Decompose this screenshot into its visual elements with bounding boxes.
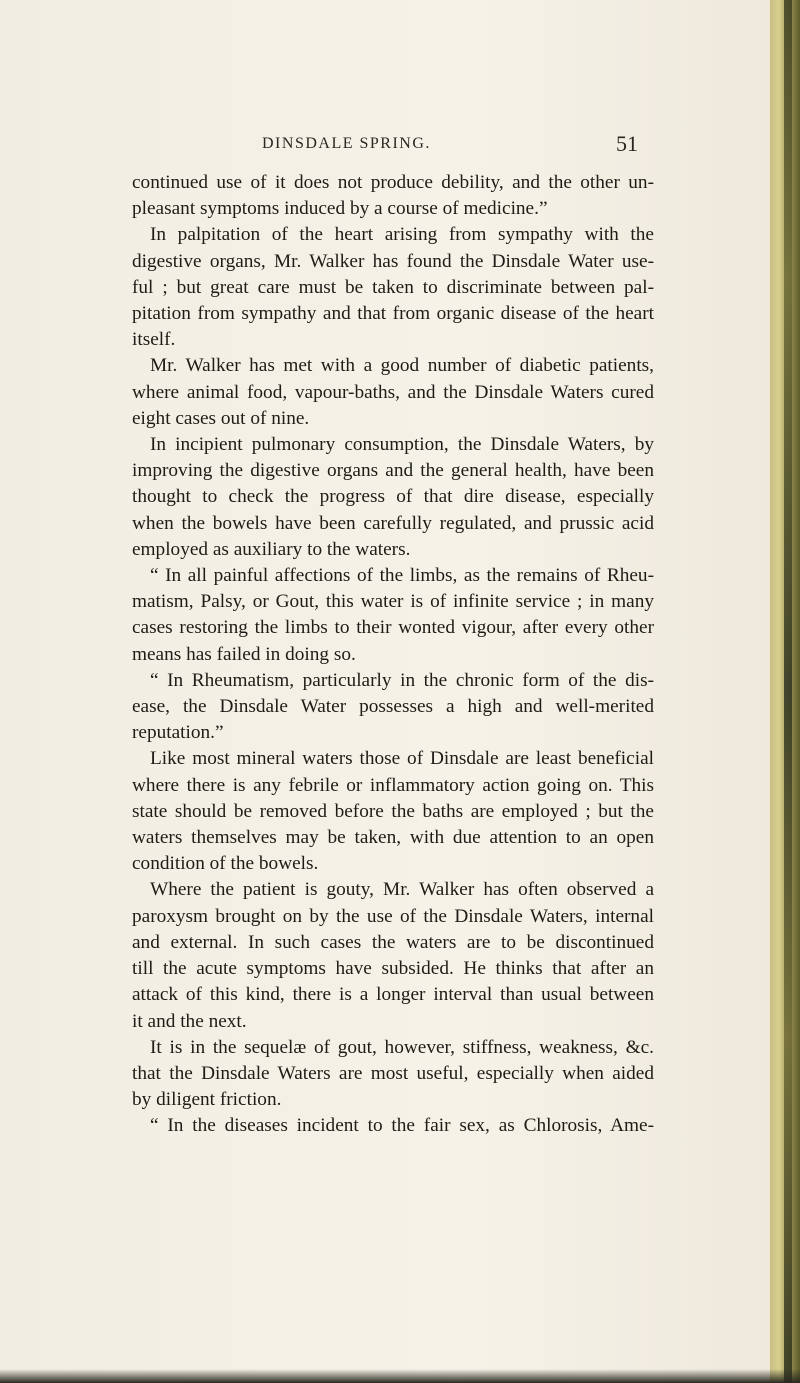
text-line: Like most mineral waters those of Dinsdale are least beneficial [150,748,654,770]
page-header [0,131,770,161]
text-line: where animal food, vapour-baths, and the Dinsdale Waters cured [132,381,654,403]
text-line: pleasant symptoms induced by a course of medicine.” [132,198,548,220]
text-line: In palpitation of the heart arising from sympathy with the [150,224,654,246]
page-number: 51 [616,131,638,156]
running-head: DINSDALE SPRING. [262,135,431,152]
text-line: “ In all painful affections of the limbs, as the remains of Rheu- [150,565,654,587]
text-line: ful ; but great care must be taken to discriminate between pal- [132,276,654,298]
text-line: thought to check the progress of that dire disease, especially [132,486,654,508]
text-line: till the acute symptoms have subsided. He thinks that after an [132,958,654,980]
text-line: digestive organs, Mr. Walker has found the Dinsdale Water use- [132,250,654,272]
text-line: state should be removed before the baths are employed ; but the [132,800,654,822]
text-line: ease, the Dinsdale Water possesses a high and well-merited [132,696,654,718]
text-line: eight cases out of nine. [132,407,310,429]
text-line: reputation.” [132,722,224,744]
body-text [132,170,654,1140]
text-line: matism, Palsy, or Gout, this water is of infinite service ; in many [132,591,654,613]
text-line: where there is any febrile or inflammatory action going on. This [132,774,654,796]
text-line: “ In the diseases incident to the fair sex, as Chlorosis, Ame- [150,1115,654,1137]
text-line: attack of this kind, there is a longer interval than usual between [132,984,654,1006]
text-line: by diligent friction. [132,1089,282,1111]
text-line: “ In Rheumatism, particularly in the chronic form of the dis- [150,669,654,691]
text-line: and external. In such cases the waters are to be discontinued [132,931,654,953]
text-line: Mr. Walker has met with a good number of diabetic patients, [150,355,654,377]
text-line: In incipient pulmonary consumption, the Dinsdale Waters, by [150,434,654,456]
text-line: Where the patient is gouty, Mr. Walker has often observed a [150,879,654,901]
text-line: employed as auxiliary to the waters. [132,538,411,560]
text-line: paroxysm brought on by the use of the Dinsdale Waters, internal [132,905,654,927]
text-line: improving the digestive organs and the general health, have been [132,460,654,482]
text-line: It is in the sequelæ of gout, however, stiffness, weakness, &c. [150,1036,654,1058]
text-line: itself. [132,329,176,351]
page-bottom-shadow [0,1369,800,1383]
text-line: waters themselves may be taken, with due attention to an open [132,827,654,849]
text-line: continued use of it does not produce debility, and the other un- [132,172,654,193]
text-line: means has failed in doing so. [132,643,356,665]
text-line: condition of the bowels. [132,853,319,875]
text-line: cases restoring the limbs to their wonted vigour, after every other [132,617,654,639]
text-line: pitation from sympathy and that from organic disease of the heart [132,303,654,325]
text-line: when the bowels have been carefully regulated, and prussic acid [132,512,654,534]
text-line: it and the next. [132,1010,247,1032]
page-edge [770,0,800,1383]
text-line: that the Dinsdale Waters are most useful, especially when aided [132,1062,654,1084]
